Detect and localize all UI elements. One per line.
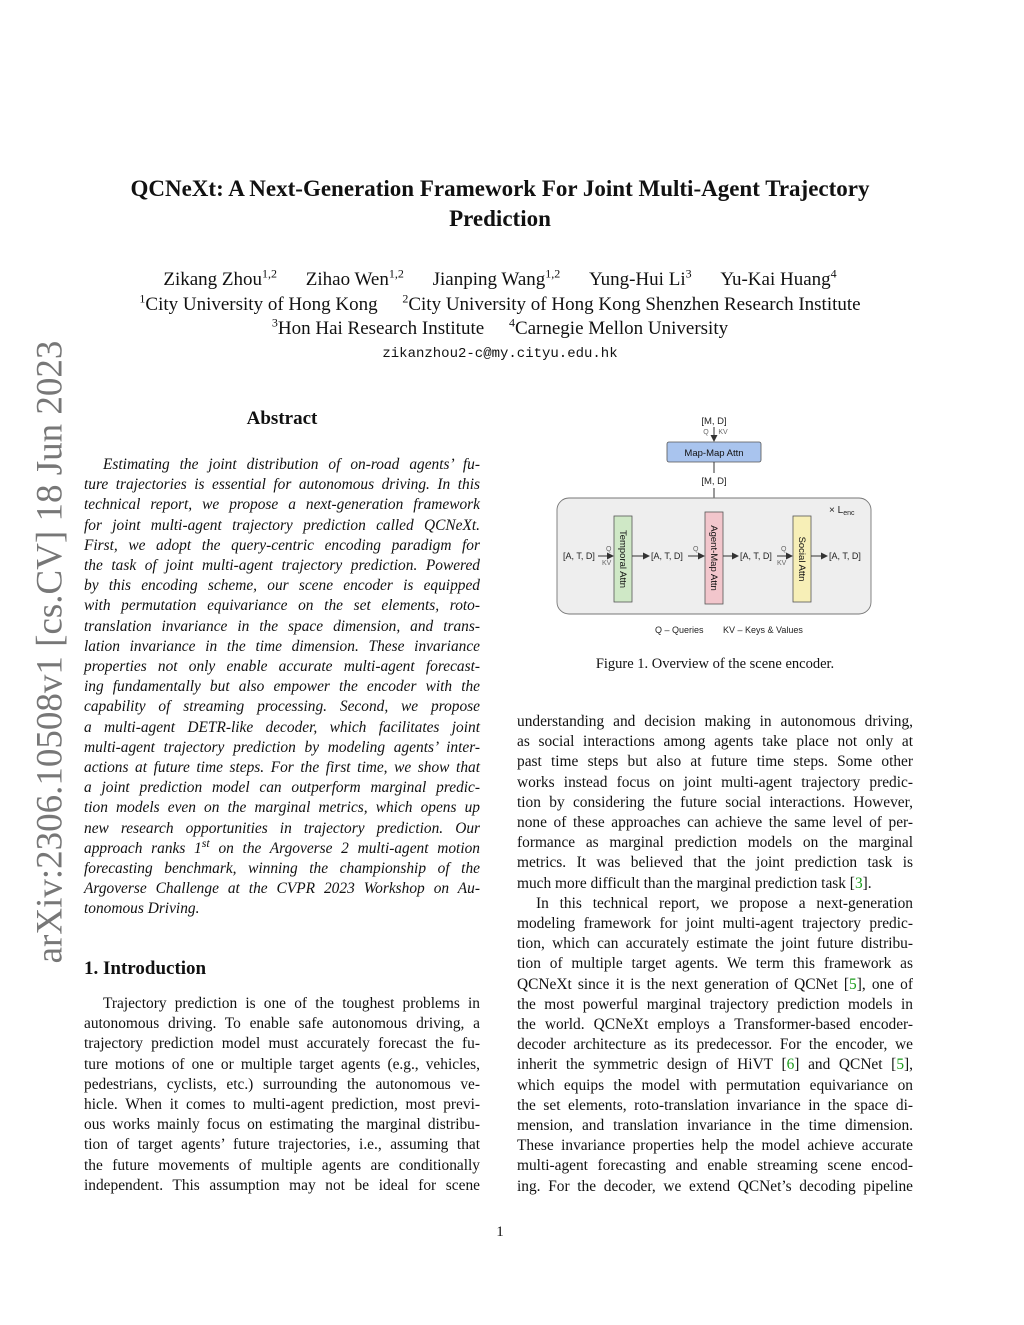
body-line: which equips the model with permutation equivariance on — [517, 1076, 913, 1094]
arxiv-watermark: arXiv:2306.10508v1 [cs.CV] 18 Jun 2023 — [29, 340, 71, 964]
abstract-line: translation invariance in the space dimension, and trans- — [84, 617, 480, 635]
abstract-line: a joint prediction model can outperform marginal predic- — [84, 779, 480, 797]
fig-kv: KV — [777, 560, 787, 567]
fig-kv: KV — [602, 560, 612, 567]
fig-q: Q — [693, 546, 699, 553]
author: Yu-Kai Huang$^4$ — [720, 266, 837, 290]
abstract-line: actions at future time steps. For the first time, we show that — [84, 759, 480, 777]
intro-line: independent. This assumption may not be ideal for scene — [84, 1176, 480, 1194]
intro-line: pedestrians, cyclists, etc.) surrounding the autonomous ve- — [84, 1075, 480, 1093]
fig-top-label: [M, D] — [701, 416, 727, 427]
body-line: formance as marginal prediction models on the marginal — [517, 834, 913, 852]
abstract-body — [84, 455, 480, 920]
body-line: understanding and decision making in autonomous driving, — [517, 713, 913, 730]
intro-line: Trajectory prediction is one of the toughest problems in — [103, 995, 480, 1012]
tensor-label-2: [A, T, D] — [740, 551, 772, 561]
body-line: In this technical report, we propose a next-generation — [536, 894, 913, 912]
abstract-line: by this encoding scheme, our scene encoder is equipped — [84, 577, 480, 595]
scene-encoder-figure — [517, 408, 913, 648]
body-line: These invariance properties help the model achieve accurate — [517, 1137, 913, 1155]
abstract-line: for joint multi-agent trajectory prediction called QCNeXt. — [84, 516, 480, 534]
body-line: decoder architecture as its predecessor. For the encoder, we — [517, 1036, 913, 1054]
abstract-line: Estimating the joint distribution of on-road agents’ fu- — [103, 456, 480, 473]
intro-line: tion of target agents’ future trajectories, i.e., assuming that — [84, 1136, 480, 1154]
abstract-line: ing fundamentally but also empower the encoder with the — [84, 678, 480, 696]
intro-line: autonomous driving. To enable safe autonomous driving, a — [84, 1015, 480, 1033]
map-map-attn-label: Map-Map Attn — [684, 448, 744, 459]
social-attn-label: Social Attn — [796, 536, 807, 582]
fig-kv-label: KV — [718, 429, 728, 436]
abstract-line: First, we adopt the query-centric encoding paradigm for — [84, 536, 480, 554]
body-line: the set elements, roto-translation invariance in the space di- — [517, 1096, 913, 1114]
abstract-line: tion models even on the marginal metrics, which opens up — [84, 799, 480, 817]
abstract-line: approach ranks 1st on the Argoverse 2 multi-agent motion — [84, 835, 480, 857]
body-line: QCNeXt since it is the next generation of QCNet [5], one of — [517, 975, 913, 993]
fig-mid-label: [M, D] — [701, 476, 727, 487]
fig-q: Q — [781, 546, 787, 553]
body-line: tion, which can accurately estimate the joint future distribu- — [517, 935, 913, 953]
author: Zikang Zhou$^{1,2}$ — [163, 266, 278, 290]
author-email-link[interactable]: zikanzhou2-c@my.cityu.edu.hk — [382, 346, 618, 362]
body-line: none of these approaches can achieve the same level of per- — [517, 814, 913, 832]
intro-line: ous works mainly focus on estimating the marginal distribu- — [84, 1116, 480, 1134]
tensor-label-out: [A, T, D] — [829, 551, 861, 561]
intro-line: the future movements of multiple agents are conditionally — [84, 1156, 480, 1174]
section-heading-introduction: 1. Introduction — [84, 958, 207, 979]
abstract-line: with permutation equivariance on the set elements, roto- — [84, 597, 480, 615]
abstract-line: Argoverse Challenge at the CVPR 2023 Workshop on Au- — [84, 880, 480, 898]
body-line: multi-agent forecasting and enable streaming scene encod- — [517, 1157, 913, 1175]
affiliation: $^3$Hon Hai Research Institute — [271, 315, 485, 339]
author-list — [0, 268, 1000, 292]
body-line: the world. QCNeXt employs a Transformer-based encoder- — [517, 1016, 913, 1034]
body-line: tion of multiple target agents. We term this framework as — [517, 955, 913, 973]
tensor-label-1: [A, T, D] — [651, 551, 683, 561]
fig-q-label: Q — [703, 429, 709, 436]
agent-map-attn-label: Agent-Map Attn — [708, 525, 719, 591]
abstract-line: tonomous Driving. — [84, 900, 200, 918]
body-line: mension, and translation invariance in the time dimension. — [517, 1117, 913, 1135]
figure-caption: Figure 1. Overview of the scene encoder. — [595, 656, 835, 672]
temporal-attn-label: Temporal Attn — [617, 529, 628, 589]
title-line-2: Prediction — [449, 206, 551, 231]
abstract-line: technical report, we propose a next-generation framework — [84, 496, 480, 514]
author: Yung-Hui Li$^3$ — [589, 266, 692, 290]
tensor-label-in: [A, T, D] — [563, 551, 595, 561]
body-line: much more difficult than the marginal prediction task [3]. — [517, 874, 872, 892]
abstract-line: properties not only enable accurate multi-agent forecast- — [84, 658, 480, 676]
author: Jianping Wang$^{1,2}$ — [432, 266, 561, 290]
page-number: 1 — [496, 1224, 504, 1240]
abstract-line: capability of streaming processing. Second, we propose — [84, 698, 480, 716]
title-line-1: QCNeXt: A Next-Generation Framework For Joint Multi-Agent Trajectory — [130, 176, 870, 201]
body-line: tion by considering the future social interactions. However, — [517, 793, 913, 811]
legend-kv: KV – Keys & Values — [723, 625, 803, 635]
author: Zihao Wen$^{1,2}$ — [305, 266, 404, 290]
legend-q: Q – Queries — [655, 625, 704, 635]
right-column-body — [517, 712, 913, 1197]
abstract-line: the task of joint multi-agent trajectory prediction. Powered — [84, 557, 480, 575]
body-line: works instead focus on joint multi-agent trajectory predic- — [517, 773, 913, 791]
abstract-line: new research opportunities in trajectory prediction. Our — [84, 819, 480, 837]
body-line: the most powerful marginal trajectory prediction models in — [517, 995, 913, 1013]
body-line: modeling framework for joint multi-agent trajectory predic- — [517, 915, 913, 933]
abstract-line: forecasting benchmark, winning the championship of the — [84, 860, 480, 878]
body-line: ing. For the decoder, we extend QCNet’s decoding pipeline — [517, 1177, 913, 1195]
intro-line: trajectory prediction model must accurately forecast the fu- — [84, 1035, 480, 1053]
intro-body — [84, 994, 480, 1196]
body-line: past time steps but also at future time steps. Some other — [517, 753, 913, 771]
affiliation-line-2 — [0, 317, 1000, 341]
repeat-label: × $L_{enc}$ — [829, 505, 855, 517]
affiliation: $^1$City University of Hong Kong — [139, 291, 378, 315]
abstract-line: lation invariance in the time dimension. These invariance — [84, 637, 480, 655]
abstract-line: ture trajectories is essential for autonomous driving. In this — [84, 476, 480, 494]
affiliation: $^2$City University of Hong Kong Shenzhen Research Institute — [402, 291, 861, 315]
body-line: as social interactions among agents take place not only at — [517, 733, 913, 751]
affiliation-line-1 — [0, 293, 1000, 317]
paper-title — [100, 174, 900, 234]
abstract-line: a multi-agent DETR-like decoder, which facilitates joint — [84, 718, 480, 736]
abstract-heading: Abstract — [246, 408, 318, 429]
intro-line: hicle. When it comes to multi-agent prediction, most previ- — [84, 1096, 480, 1114]
affiliation: $^4$Carnegie Mellon University — [508, 315, 729, 339]
body-line: inherit the symmetric design of HiVT [6] and QCNet [5], — [517, 1056, 913, 1074]
body-line: metrics. It was believed that the joint prediction task is — [517, 854, 913, 872]
fig-q: Q — [606, 546, 612, 553]
abstract-line: multi-agent trajectory prediction by modeling agents’ inter- — [84, 738, 480, 756]
intro-line: ture motions of one or multiple target agents (e.g., vehicles, — [84, 1055, 480, 1073]
